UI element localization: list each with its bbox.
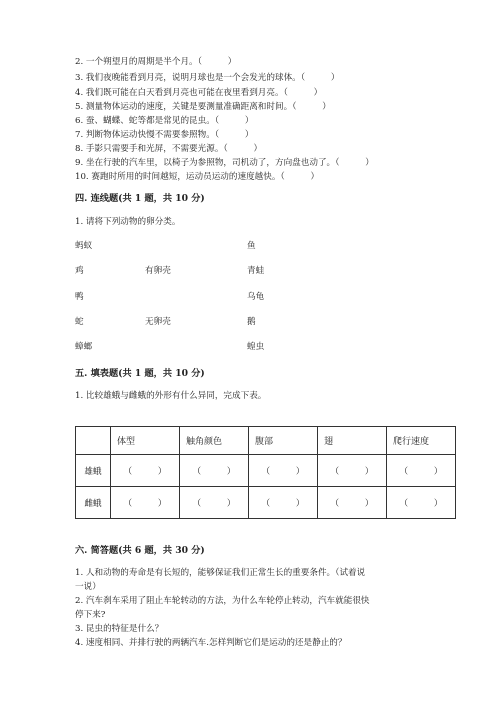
match-right-item: 鹅 bbox=[247, 317, 256, 327]
table-header: 爬行速度 bbox=[387, 427, 456, 455]
section-5-title: 五. 填表题(共 1 题，共 10 分) bbox=[75, 368, 205, 379]
row-label: 雄蛾 bbox=[76, 455, 111, 487]
section-5-question: 1. 比较雄蛾与雌蛾的外形有什么异同，完成下表。 bbox=[75, 391, 267, 401]
judge-item-7: 7. 判断物体运动快慢不需要参照物。（ ） bbox=[75, 130, 254, 140]
match-left-item: 蚂蚁 bbox=[75, 241, 93, 251]
blank-cell[interactable]: （ ） bbox=[387, 487, 456, 519]
judge-item-4: 4. 我们既可能在白天看到月亮也可能在夜里看到月亮。（ ） bbox=[75, 88, 323, 98]
table-header: 体型 bbox=[111, 427, 180, 455]
match-left-item: 鸡 bbox=[75, 266, 84, 276]
section-6-line: 一说） bbox=[75, 582, 101, 592]
match-right-item: 乌龟 bbox=[247, 292, 265, 302]
judge-item-2: 2. 一个朔望月的周期是半个月。（ ） bbox=[75, 57, 237, 67]
blank-cell[interactable]: （ ） bbox=[111, 455, 180, 487]
judge-item-8: 8. 手影只需要手和光屏，不需要光源。（ ） bbox=[75, 144, 263, 154]
section-6-line: 4. 速度相同、并排行驶的两辆汽车.怎样判断它们是运动的还是静止的？ bbox=[75, 638, 347, 648]
match-left-item: 蟑螂 bbox=[75, 342, 93, 352]
blank-cell[interactable]: （ ） bbox=[111, 487, 180, 519]
blank-cell[interactable]: （ ） bbox=[249, 487, 318, 519]
match-middle-item: 无卵壳 bbox=[145, 317, 171, 327]
match-left-item: 蛇 bbox=[75, 317, 84, 327]
section-6-line: 停下来? bbox=[75, 610, 106, 620]
judge-item-10: 10. 赛跑时所用的时间越短，运动员运动的速度越快。（ ） bbox=[75, 172, 320, 182]
section-4-title: 四. 连线题(共 1 题，共 10 分) bbox=[75, 193, 205, 204]
judge-item-3: 3. 我们夜晚能看到月亮，说明月球也是一个会发光的球体。（ ） bbox=[75, 73, 340, 83]
table-header: 触角颜色 bbox=[180, 427, 249, 455]
blank-cell[interactable]: （ ） bbox=[318, 487, 387, 519]
match-right-item: 蝗虫 bbox=[247, 342, 265, 352]
table-header-row bbox=[76, 427, 456, 455]
section-4-question: 1. 请将下列动物的卵分类。 bbox=[75, 217, 181, 227]
blank-cell[interactable]: （ ） bbox=[387, 455, 456, 487]
section-6-line: 2. 汽车刹车采用了阻止车轮转动的方法，为什么车轮停止转动，汽车就能很快 bbox=[75, 596, 370, 606]
blank-cell[interactable]: （ ） bbox=[249, 455, 318, 487]
fill-table bbox=[75, 426, 456, 519]
table-row bbox=[76, 455, 456, 487]
match-right-item: 鱼 bbox=[247, 241, 256, 251]
judge-item-9: 9. 坐在行驶的汽车里，以椅子为参照物，司机动了，方向盘也动了。（ ） bbox=[75, 158, 374, 168]
table-header bbox=[76, 427, 111, 455]
judge-item-5: 5. 测量物体运动的速度，关键是要测量准确距离和时间。（ ） bbox=[75, 102, 331, 112]
section-6-line: 3. 昆虫的特征是什么？ bbox=[75, 624, 164, 634]
match-left-item: 鸭 bbox=[75, 292, 84, 302]
blank-cell[interactable]: （ ） bbox=[180, 487, 249, 519]
blank-cell[interactable]: （ ） bbox=[318, 455, 387, 487]
judge-item-6: 6. 蚕、蝴蝶、蛇等都是常见的昆虫。（ ） bbox=[75, 116, 254, 126]
match-right-item: 青蛙 bbox=[247, 266, 265, 276]
table-header: 翅 bbox=[318, 427, 387, 455]
table-row bbox=[76, 487, 456, 519]
section-6-title: 六. 简答题(共 6 题，共 30 分) bbox=[75, 545, 205, 556]
row-label: 雌蛾 bbox=[76, 487, 111, 519]
match-middle-item: 有卵壳 bbox=[145, 266, 171, 276]
blank-cell[interactable]: （ ） bbox=[180, 455, 249, 487]
section-6-line: 1. 人和动物的寿命是有长短的，能够保证我们正常生长的重要条件。（试着说 bbox=[75, 568, 366, 578]
table-header: 腹部 bbox=[249, 427, 318, 455]
